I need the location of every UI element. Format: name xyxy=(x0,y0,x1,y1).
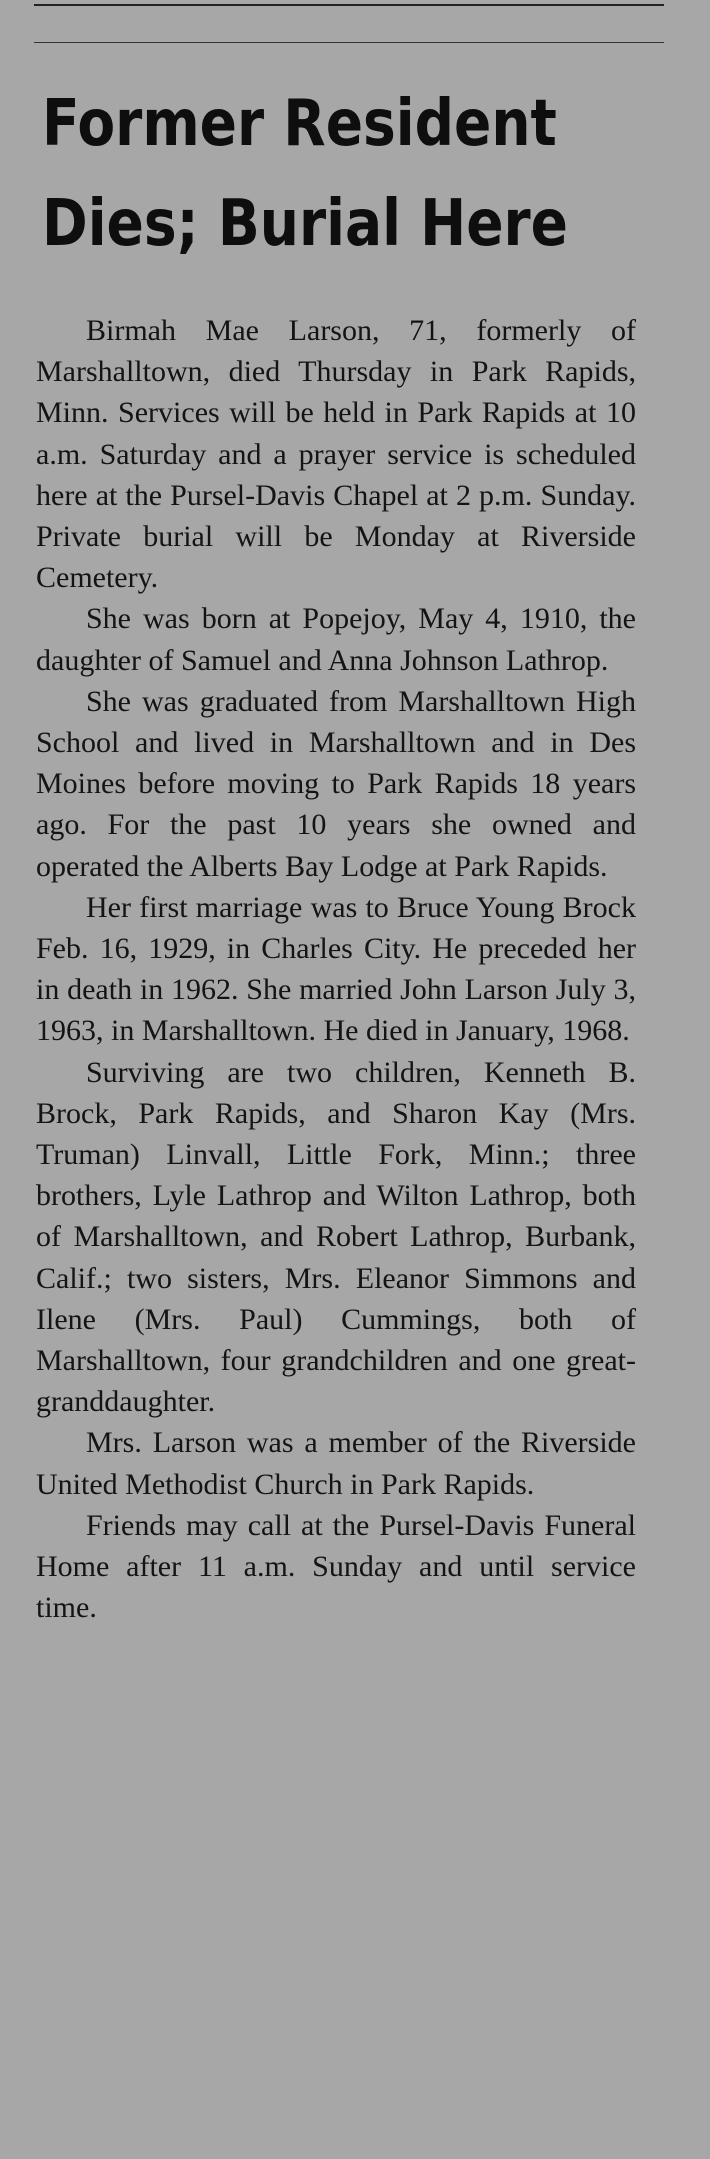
paragraph-survivors: Surviving are two children, Kenneth B. Brock, Park Rapids, and Sharon Kay (Mrs. Truman) Linvall, Little Fork, Minn.; three brothers, Lyle Lathrop and Wilton Lathrop, both of Marshalltown, and Robert Lathrop, Burbank, Calif.; two sisters, Mrs. Eleanor Simmons and Ilene (Mrs. Paul) Cummings, both of Marshalltown, four grandchildren and one great-granddaughter. xyxy=(36,1055,636,1419)
top-rule xyxy=(34,4,664,6)
paragraph-birth: She was born at Popejoy, May 4, 1910, the daughter of Samuel and Anna Johnson Lathrop. xyxy=(36,602,636,677)
paragraph-education: She was graduated from Marshalltown High School and lived in Marshalltown and in Des Moines before moving to Park Rapids 18 years ago. For the past 10 years she owned and operated the Alberts Bay Lodge at Park Rapids. xyxy=(36,684,636,883)
headline-line-1: Former Resident xyxy=(42,87,557,161)
paragraph-death-notice: Birmah Mae Larson, 71, formerly of Marshalltown, died Thursday in Park Rapids, Minn. Services will be held in Park Rapids at 10 a.m. Saturday and a prayer service is scheduled here at the Pursel-Davis Chapel at 2 p.m. Sunday. Private burial will be Monday at Riverside Cemetery. xyxy=(36,314,636,595)
headline xyxy=(42,74,568,274)
paragraph-marriages: Her first marriage was to Bruce Young Brock Feb. 16, 1929, in Charles City. He preceded her in death in 1962. She married John Larson July 3, 1963, in Marshalltown. He died in January, 1968. xyxy=(36,890,636,1048)
article-body xyxy=(36,310,636,1629)
paragraph-church: Mrs. Larson was a member of the Riverside United Methodist Church in Park Rapids. xyxy=(36,1426,636,1501)
paragraph-visitation: Friends may call at the Pursel-Davis Funeral Home after 11 a.m. Sunday and until service time. xyxy=(36,1508,636,1625)
column-rule xyxy=(34,42,664,43)
headline-line-2: Dies; Burial Here xyxy=(42,187,568,261)
